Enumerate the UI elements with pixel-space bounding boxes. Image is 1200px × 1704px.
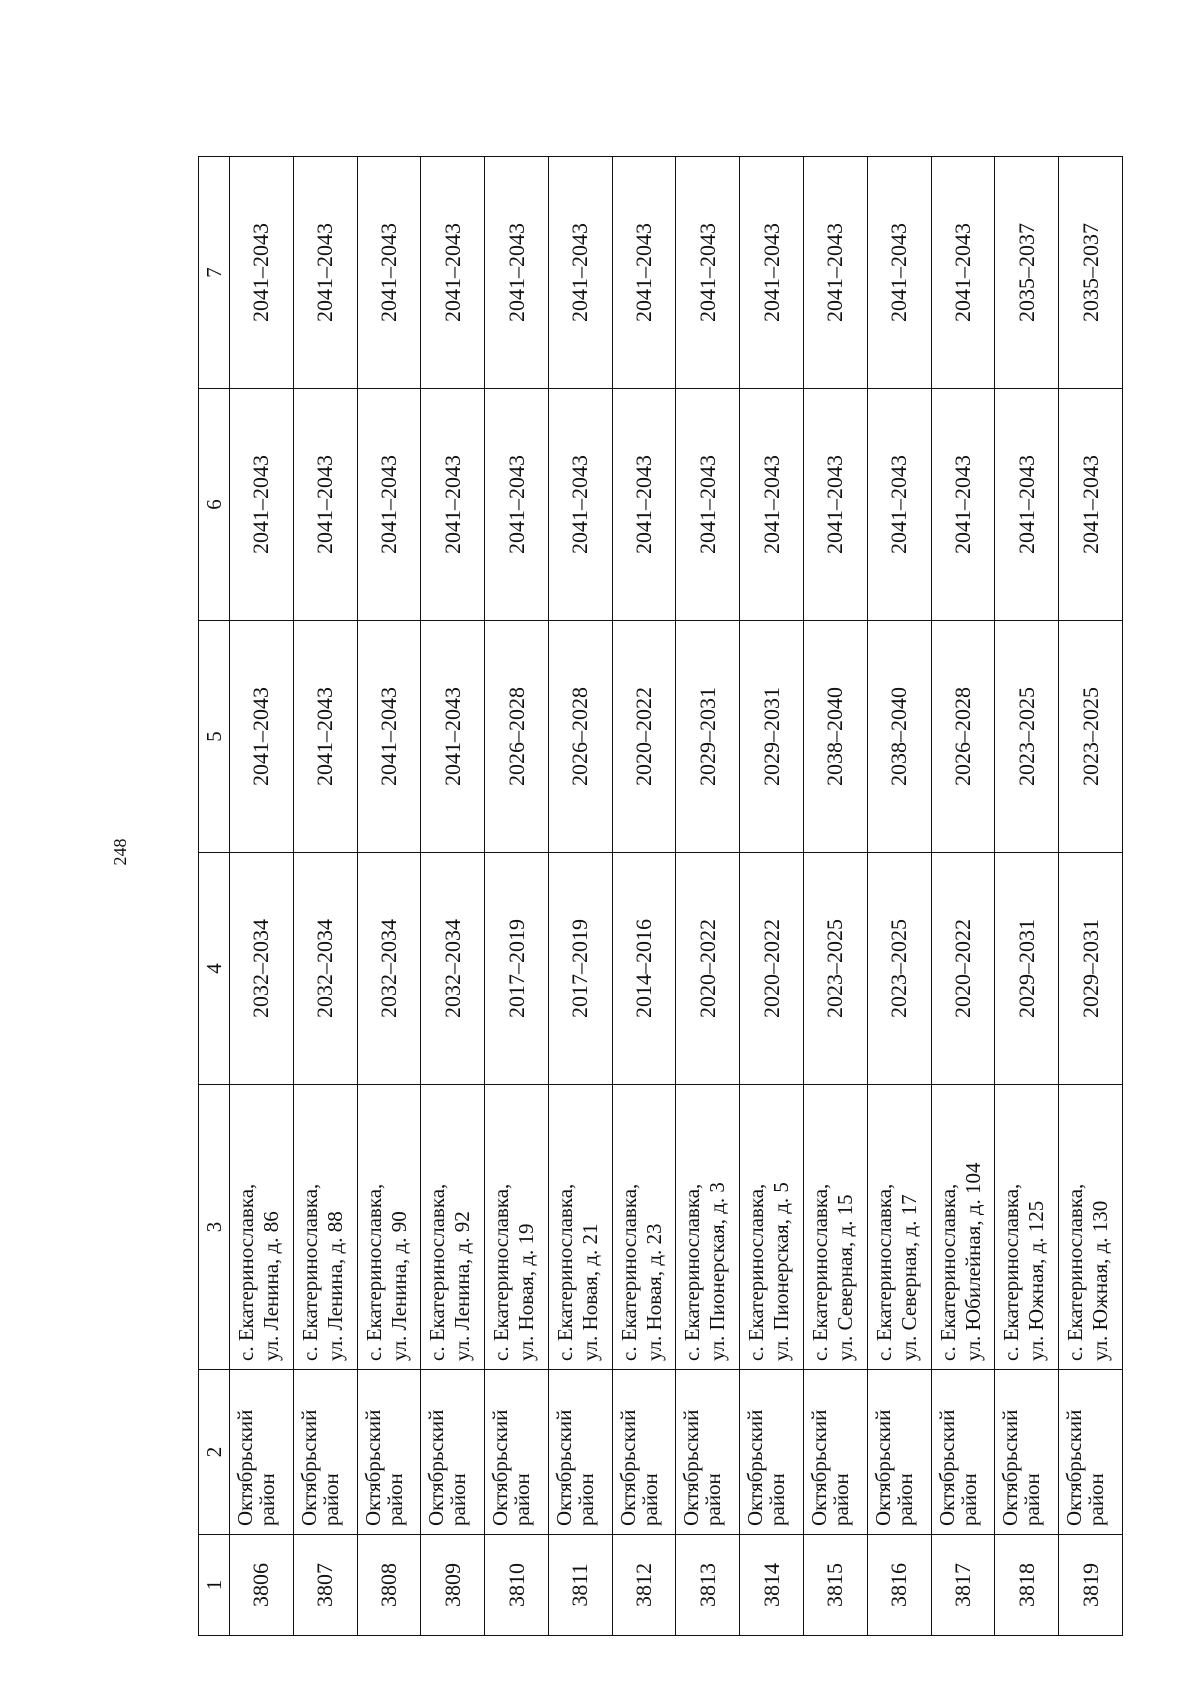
header-col-6: 6 <box>199 389 230 621</box>
table-header-row <box>199 157 230 1636</box>
row-address <box>421 1085 485 1370</box>
row-address <box>357 1085 421 1370</box>
row-col-7: 2041–2043 <box>230 157 294 389</box>
row-district <box>867 1370 931 1535</box>
district-line: район <box>892 1473 917 1526</box>
table-body <box>230 157 1123 1636</box>
address-line: с. Екатеринославка, <box>808 1183 833 1361</box>
row-address <box>867 1085 931 1370</box>
row-district <box>995 1370 1059 1535</box>
row-col-4: 2014–2016 <box>612 853 676 1085</box>
address-line: с. Екатеринославка, <box>616 1183 641 1361</box>
row-col-7: 2041–2043 <box>612 157 676 389</box>
table-row <box>421 157 485 1636</box>
row-district <box>612 1370 676 1535</box>
address-line: с. Екатеринославка, <box>680 1183 705 1361</box>
table-row <box>931 157 995 1636</box>
row-number: 3815 <box>804 1535 868 1636</box>
row-col-7: 2041–2043 <box>867 157 931 389</box>
row-col-7: 2035–2037 <box>995 157 1059 389</box>
row-address <box>995 1085 1059 1370</box>
row-col-7: 2041–2043 <box>740 157 804 389</box>
district-line: Октябрьский <box>424 1409 449 1526</box>
address-line: с. Екатеринославка, <box>552 1183 577 1361</box>
row-number: 3816 <box>867 1535 931 1636</box>
row-col-4: 2020–2022 <box>676 853 740 1085</box>
row-number: 3818 <box>995 1535 1059 1636</box>
table-row <box>485 157 549 1636</box>
row-col-7: 2041–2043 <box>548 157 612 389</box>
table-row <box>676 157 740 1636</box>
row-col-7: 2041–2043 <box>804 157 868 389</box>
row-col-7: 2041–2043 <box>357 157 421 389</box>
row-col-4: 2032–2034 <box>293 853 357 1085</box>
address-line: ул. Новая, д. 19 <box>514 1223 539 1361</box>
district-line: район <box>829 1473 854 1526</box>
row-col-5: 2023–2025 <box>995 621 1059 853</box>
table-row <box>804 157 868 1636</box>
row-col-4: 2020–2022 <box>931 853 995 1085</box>
row-col-6: 2041–2043 <box>931 389 995 621</box>
address-line: с. Екатеринославка, <box>425 1183 450 1361</box>
header-col-7: 7 <box>199 157 230 389</box>
row-address <box>1059 1085 1123 1370</box>
district-line: Октябрьский <box>934 1409 959 1526</box>
header-col-1: 1 <box>199 1535 230 1636</box>
row-col-6: 2041–2043 <box>548 389 612 621</box>
address-line: с. Екатеринославка, <box>489 1183 514 1361</box>
district-line: район <box>255 1473 279 1526</box>
district-line: район <box>510 1473 535 1526</box>
row-district <box>548 1370 612 1535</box>
row-col-7: 2041–2043 <box>931 157 995 389</box>
row-col-5: 2038–2040 <box>804 621 868 853</box>
row-number: 3817 <box>931 1535 995 1636</box>
district-line: Октябрьский <box>296 1409 321 1526</box>
address-line: ул. Ленина, д. 92 <box>450 1211 475 1361</box>
district-line: район <box>701 1473 726 1526</box>
address-line: ул. Новая, д. 23 <box>641 1223 666 1361</box>
table-container <box>198 156 1123 1636</box>
row-district <box>293 1370 357 1535</box>
row-col-6: 2041–2043 <box>1059 389 1123 621</box>
table-row <box>357 157 421 1636</box>
row-col-6: 2041–2043 <box>230 389 294 621</box>
address-line: с. Екатеринославка, <box>935 1183 960 1361</box>
row-col-5: 2041–2043 <box>421 621 485 853</box>
row-col-4: 2017–2019 <box>548 853 612 1085</box>
header-col-4: 4 <box>199 853 230 1085</box>
district-line: Октябрьский <box>807 1409 832 1526</box>
table-row <box>867 157 931 1636</box>
row-address <box>485 1085 549 1370</box>
row-col-5: 2020–2022 <box>612 621 676 853</box>
row-col-5: 2026–2028 <box>931 621 995 853</box>
address-line: ул. Ленина, д. 86 <box>259 1211 283 1361</box>
table-row <box>1059 157 1123 1636</box>
row-col-6: 2041–2043 <box>357 389 421 621</box>
row-col-7: 2041–2043 <box>421 157 485 389</box>
row-col-4: 2023–2025 <box>804 853 868 1085</box>
row-col-6: 2041–2043 <box>612 389 676 621</box>
row-col-6: 2041–2043 <box>676 389 740 621</box>
row-col-4: 2020–2022 <box>740 853 804 1085</box>
row-address <box>804 1085 868 1370</box>
row-col-6: 2041–2043 <box>867 389 931 621</box>
address-line: ул. Северная, д. 15 <box>833 1194 858 1361</box>
row-number: 3814 <box>740 1535 804 1636</box>
row-district <box>931 1370 995 1535</box>
district-line: район <box>956 1473 981 1526</box>
row-district <box>676 1370 740 1535</box>
district-line: Октябрьский <box>615 1409 640 1526</box>
page-number: 248 <box>110 838 130 866</box>
address-line: с. Екатеринославка, <box>871 1183 896 1361</box>
row-number: 3808 <box>357 1535 421 1636</box>
address-line: ул. Пионерская, д. 3 <box>705 1182 730 1361</box>
district-line: Октябрьский <box>488 1409 513 1526</box>
address-line: с. Екатеринославка, <box>361 1183 386 1361</box>
table-row <box>548 157 612 1636</box>
row-address <box>612 1085 676 1370</box>
district-line: район <box>637 1473 662 1526</box>
row-col-6: 2041–2043 <box>804 389 868 621</box>
address-line: ул. Южная, д. 125 <box>1024 1200 1049 1361</box>
row-address <box>676 1085 740 1370</box>
row-col-5: 2041–2043 <box>230 621 294 853</box>
row-col-4: 2032–2034 <box>230 853 294 1085</box>
row-address <box>931 1085 995 1370</box>
row-district <box>230 1370 294 1535</box>
district-line: район <box>318 1473 343 1526</box>
address-line: с. Екатеринославка, <box>297 1183 322 1361</box>
row-col-4: 2032–2034 <box>357 853 421 1085</box>
address-line: ул. Ленина, д. 90 <box>386 1211 411 1361</box>
district-line: Октябрьский <box>998 1409 1023 1526</box>
address-line: с. Екатеринославка, <box>744 1183 769 1361</box>
row-col-6: 2041–2043 <box>421 389 485 621</box>
row-col-4: 2032–2034 <box>421 853 485 1085</box>
row-col-5: 2041–2043 <box>357 621 421 853</box>
address-line: ул. Южная, д. 130 <box>1088 1200 1113 1361</box>
row-number: 3819 <box>1059 1535 1123 1636</box>
district-line: Октябрьский <box>870 1409 895 1526</box>
row-col-4: 2029–2031 <box>1059 853 1123 1085</box>
row-col-7: 2041–2043 <box>293 157 357 389</box>
address-line: с. Екатеринославка, <box>234 1183 258 1361</box>
row-col-7: 2041–2043 <box>485 157 549 389</box>
row-col-6: 2041–2043 <box>740 389 804 621</box>
district-line: Октябрьский <box>1062 1409 1087 1526</box>
district-line: Октябрьский <box>743 1409 768 1526</box>
address-line: с. Екатеринославка, <box>1063 1183 1088 1361</box>
district-line: район <box>446 1473 471 1526</box>
row-col-4: 2029–2031 <box>995 853 1059 1085</box>
address-line: ул. Ленина, д. 88 <box>322 1211 347 1361</box>
row-number: 3811 <box>548 1535 612 1636</box>
row-number: 3812 <box>612 1535 676 1636</box>
address-line: ул. Северная, д. 17 <box>896 1194 921 1361</box>
row-district <box>804 1370 868 1535</box>
row-col-7: 2035–2037 <box>1059 157 1123 389</box>
schedule-table <box>198 156 1123 1636</box>
row-number: 3813 <box>676 1535 740 1636</box>
row-district <box>740 1370 804 1535</box>
row-col-6: 2041–2043 <box>293 389 357 621</box>
row-number: 3806 <box>230 1535 294 1636</box>
row-col-6: 2041–2043 <box>485 389 549 621</box>
row-number: 3810 <box>485 1535 549 1636</box>
row-col-4: 2023–2025 <box>867 853 931 1085</box>
row-col-5: 2038–2040 <box>867 621 931 853</box>
header-col-5: 5 <box>199 621 230 853</box>
district-line: район <box>1084 1473 1109 1526</box>
row-col-5: 2029–2031 <box>740 621 804 853</box>
row-address <box>740 1085 804 1370</box>
district-line: Октябрьский <box>679 1409 704 1526</box>
table-row <box>230 157 294 1636</box>
district-line: район <box>765 1473 790 1526</box>
header-col-2: 2 <box>199 1370 230 1535</box>
row-district <box>357 1370 421 1535</box>
address-line: ул. Пионерская, д. 5 <box>769 1182 794 1361</box>
header-col-3: 3 <box>199 1085 230 1370</box>
row-col-5: 2026–2028 <box>485 621 549 853</box>
address-line: ул. Юбилейная, д. 104 <box>960 1162 985 1361</box>
district-line: район <box>573 1473 598 1526</box>
row-col-7: 2041–2043 <box>676 157 740 389</box>
row-district <box>421 1370 485 1535</box>
row-col-4: 2017–2019 <box>485 853 549 1085</box>
district-line: район <box>1020 1473 1045 1526</box>
address-line: с. Екатеринославка, <box>999 1183 1024 1361</box>
table-row <box>995 157 1059 1636</box>
row-col-5: 2023–2025 <box>1059 621 1123 853</box>
row-col-6: 2041–2043 <box>995 389 1059 621</box>
district-line: район <box>382 1473 407 1526</box>
address-line: ул. Новая, д. 21 <box>577 1223 602 1361</box>
table-row <box>740 157 804 1636</box>
row-number: 3809 <box>421 1535 485 1636</box>
row-col-5: 2026–2028 <box>548 621 612 853</box>
district-line: Октябрьский <box>551 1409 576 1526</box>
row-number: 3807 <box>293 1535 357 1636</box>
district-line: Октябрьский <box>233 1409 257 1526</box>
table-row <box>293 157 357 1636</box>
row-address <box>230 1085 294 1370</box>
row-col-5: 2041–2043 <box>293 621 357 853</box>
row-col-5: 2029–2031 <box>676 621 740 853</box>
row-district <box>1059 1370 1123 1535</box>
row-district <box>485 1370 549 1535</box>
table-row <box>612 157 676 1636</box>
row-address <box>293 1085 357 1370</box>
district-line: Октябрьский <box>360 1409 385 1526</box>
row-address <box>548 1085 612 1370</box>
